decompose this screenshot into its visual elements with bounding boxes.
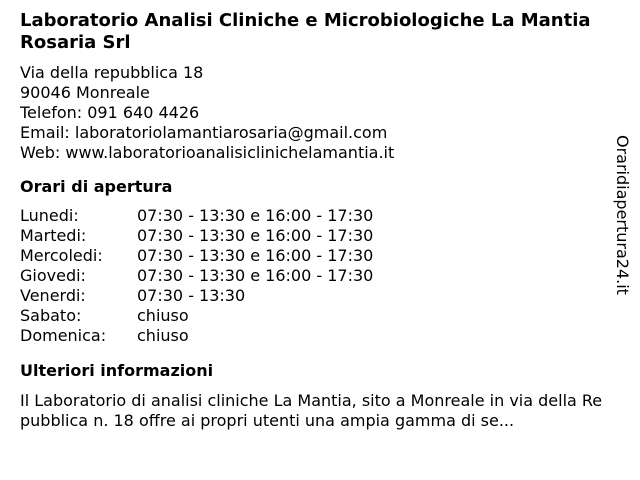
business-name: Laboratorio Analisi Cliniche e Microbiologiche La Mantia Rosaria Srl bbox=[20, 10, 591, 53]
opening-hours-table bbox=[20, 206, 605, 346]
contact-block bbox=[20, 63, 605, 163]
hours-day: Mercoledi: bbox=[20, 246, 103, 265]
hours-row-monday bbox=[20, 206, 605, 226]
hours-time: chiuso bbox=[137, 306, 189, 325]
hours-time: 07:30 - 13:30 e 16:00 - 17:30 bbox=[137, 206, 374, 225]
hours-day: Venerdi: bbox=[20, 286, 86, 305]
address-street: Via della repubblica 18 bbox=[20, 63, 204, 82]
hours-day: Giovedi: bbox=[20, 266, 86, 285]
hours-row-sunday bbox=[20, 326, 605, 346]
hours-row-saturday bbox=[20, 306, 605, 326]
hours-day: Sabato: bbox=[20, 306, 82, 325]
hours-row-wednesday bbox=[20, 246, 605, 266]
hours-time: 07:30 - 13:30 e 16:00 - 17:30 bbox=[137, 246, 374, 265]
hours-time: 07:30 - 13:30 e 16:00 - 17:30 bbox=[137, 266, 374, 285]
hours-row-thursday bbox=[20, 266, 605, 286]
opening-hours-heading: Orari di apertura bbox=[20, 177, 173, 196]
hours-day: Martedi: bbox=[20, 226, 87, 245]
listing-card bbox=[20, 10, 605, 431]
hours-day: Domenica: bbox=[20, 326, 107, 345]
brand-watermark: Oraridiapertura24.it bbox=[613, 135, 632, 295]
hours-time: 07:30 - 13:30 bbox=[137, 286, 246, 305]
hours-time: chiuso bbox=[137, 326, 189, 345]
more-info-text: Il Laboratorio di analisi cliniche La Mantia, sito a Monreale in via della Repubblica n. 18 offre ai propri utenti una ampia gamma di se... bbox=[20, 391, 603, 430]
hours-row-tuesday bbox=[20, 226, 605, 246]
phone-line: Telefon: 091 640 4426 bbox=[20, 103, 200, 122]
more-info-heading: Ulteriori informazioni bbox=[20, 361, 214, 380]
hours-day: Lunedi: bbox=[20, 206, 79, 225]
web-line: Web: www.laboratorioanalisiclinichelamantia.it bbox=[20, 143, 395, 162]
address-city: 90046 Monreale bbox=[20, 83, 150, 102]
hours-row-friday bbox=[20, 286, 605, 306]
hours-time: 07:30 - 13:30 e 16:00 - 17:30 bbox=[137, 226, 374, 245]
email-line: Email: laboratoriolamantiarosaria@gmail.com bbox=[20, 123, 388, 142]
